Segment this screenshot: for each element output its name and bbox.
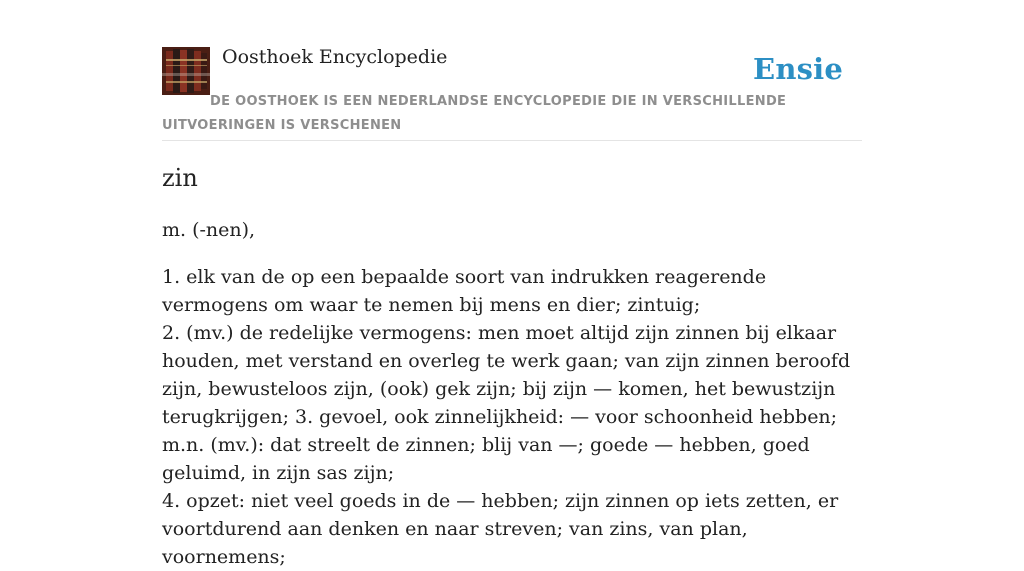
definition-line-2: 2. (mv.) de redelijke vermogens: men moet altijd zijn zinnen bij elkaar houden, met verstand en overleg te werk gaan; van zijn zinnen beroofd zijn, bewusteloos zijn, (ook) gek zijn; bij zijn — komen, het bewustzijn terugkrijgen; 3. gevoel, ook zinnelijkheid: — voor schoonheid hebben; m.n. (mv.): dat streelt de zinnen; blij van —; goede — hebben, goed geluimd, in zijn sas zijn;: [162, 322, 851, 484]
avatar[interactable]: [162, 47, 210, 95]
site-title[interactable]: Oosthoek Encyclopedie: [222, 46, 448, 68]
entry-content: [162, 158, 862, 571]
definition-line-4: 4. opzet: niet veel goeds in de — hebben; zijn zinnen op iets zetten, er voortdurend aan denken en naar streven; van zins, van plan, voornemens;: [162, 490, 839, 568]
brand-logo-link[interactable]: Ensie: [753, 52, 843, 86]
site-header: [162, 46, 862, 141]
books-icon: [162, 47, 210, 95]
entry-definition: [162, 263, 862, 571]
entry-term: zin: [162, 164, 198, 192]
site-tagline: DE OOSTHOEK IS EEN NEDERLANDSE ENCYCLOPEDIE DIE IN VERSCHILLENDE UITVOERINGEN IS VERSCHENEN: [162, 94, 787, 133]
entry-grammar: m. (-nen),: [162, 219, 256, 241]
definition-line-1: 1. elk van de op een bepaalde soort van indrukken reagerende vermogens om waar te nemen bij mens en dier; zintuig;: [162, 266, 767, 316]
